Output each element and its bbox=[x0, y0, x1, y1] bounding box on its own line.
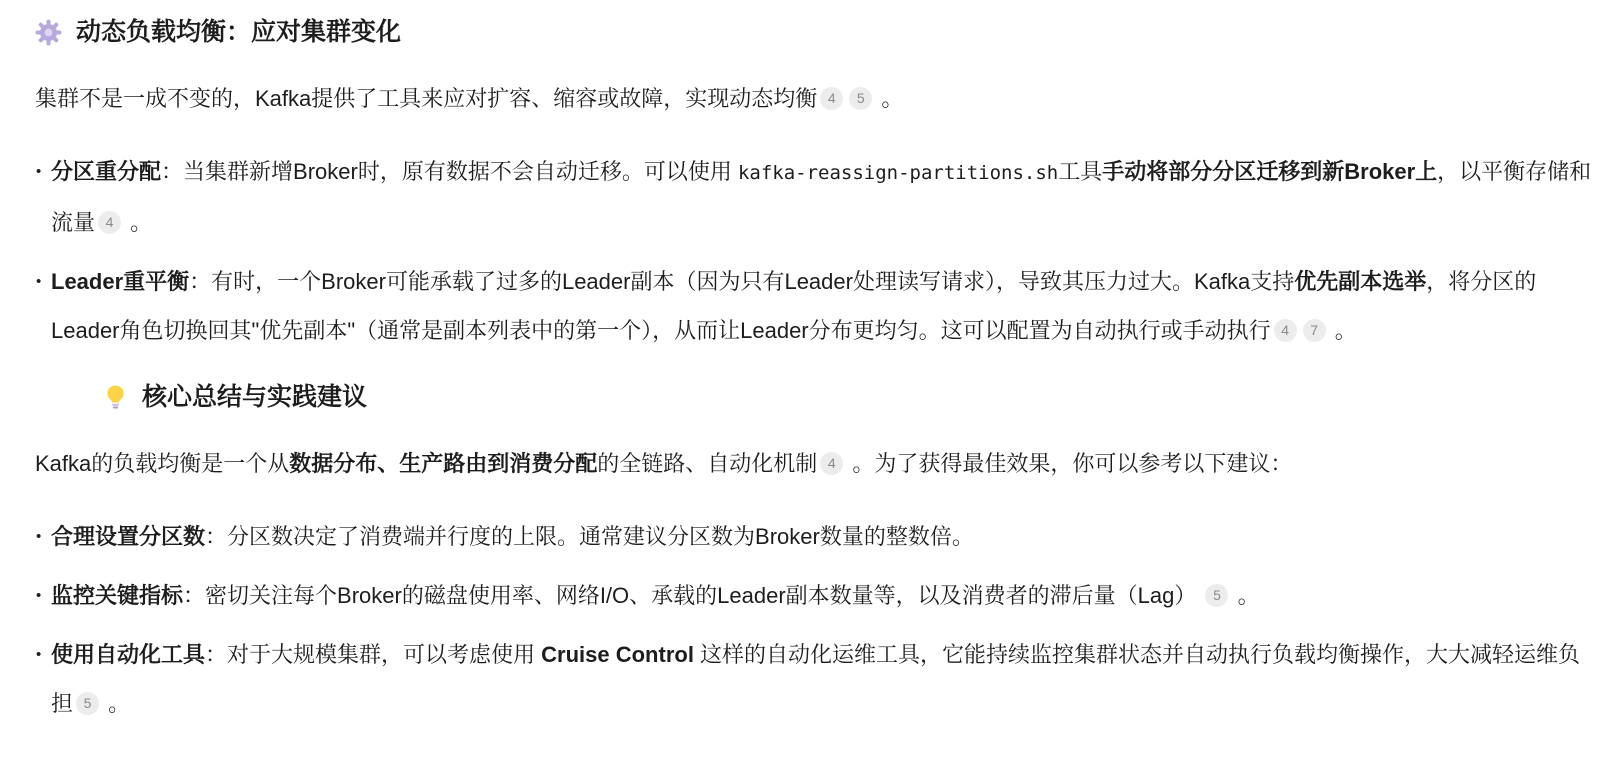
text-run: 工具 bbox=[1058, 159, 1103, 184]
citation-badge[interactable]: 5 bbox=[849, 87, 872, 110]
list-item bbox=[35, 571, 1593, 620]
gear-icon bbox=[35, 19, 62, 46]
inline-code: kafka-reassign-partitions.sh bbox=[737, 162, 1059, 184]
bullet-marker: • bbox=[36, 273, 42, 290]
bold-text-run: 合理设置分区数 bbox=[51, 524, 206, 549]
bold-text-run: 分区重分配 bbox=[51, 159, 162, 184]
bold-text-run: 优先副本选举 bbox=[1294, 269, 1427, 294]
list-item bbox=[35, 257, 1593, 355]
text-run: 。 bbox=[875, 86, 904, 111]
list-item bbox=[35, 147, 1593, 247]
text-run: 。 bbox=[102, 691, 131, 716]
list-item bbox=[35, 512, 1593, 561]
paragraph bbox=[35, 74, 1593, 123]
bullet-marker: • bbox=[36, 163, 42, 180]
bullet-marker: • bbox=[36, 646, 42, 663]
text-run: ：分区数决定了消费端并行度的上限。通常建议分区数为Broker数量的整数倍。 bbox=[205, 524, 974, 549]
text-run: ，将分区的Leader角色切换回其"优先副本"（通常是副本列表中的第一个），从而让Leader分布更均匀。这可以配置为自动执行或手动执行 bbox=[51, 269, 1537, 343]
bold-text-run: 使用自动化工具 bbox=[51, 642, 206, 667]
text-run: 集群不是一成不变的，Kafka提供了工具来应对扩容、缩容或故障，实现动态均衡 bbox=[35, 86, 818, 111]
bullet-marker: • bbox=[36, 587, 42, 604]
citation-badge[interactable]: 4 bbox=[98, 211, 121, 234]
list-item bbox=[35, 630, 1593, 728]
text-run: ：密切关注每个Broker的磁盘使用率、网络I/O、承载的Leader副本数量等，以及消费者的滞后量（Lag） bbox=[183, 583, 1203, 608]
section-heading-text: 核心总结与实践建议 bbox=[142, 383, 368, 411]
citation-badge[interactable]: 5 bbox=[1205, 584, 1228, 607]
citation-badge[interactable]: 7 bbox=[1303, 319, 1326, 342]
bold-text-run: Cruise Control bbox=[541, 642, 694, 667]
text-run: 。 bbox=[1328, 318, 1357, 343]
text-run: Kafka的负载均衡是一个从 bbox=[35, 451, 290, 476]
text-run: ：当集群新增Broker时，原有数据不会自动迁移。可以使用 bbox=[161, 159, 738, 184]
text-run: 。 bbox=[1231, 583, 1260, 608]
text-run: 的全链路、自动化机制 bbox=[597, 451, 818, 476]
paragraph bbox=[35, 439, 1593, 488]
bullet-list bbox=[35, 147, 1593, 355]
bullet-marker: • bbox=[36, 528, 42, 545]
bold-text-run: 手动将部分分区迁移到新Broker上 bbox=[1102, 159, 1438, 184]
text-run: ，以平衡存储和流量 bbox=[51, 159, 1592, 235]
section-heading bbox=[35, 379, 1593, 415]
bold-text-run: 监控关键指标 bbox=[51, 583, 184, 608]
citation-badge[interactable]: 4 bbox=[1274, 319, 1297, 342]
text-run: ：对于大规模集群，可以考虑使用 bbox=[205, 642, 542, 667]
citation-badge[interactable]: 4 bbox=[820, 452, 843, 475]
citation-badge[interactable]: 5 bbox=[76, 692, 99, 715]
section-heading-text: 动态负载均衡：应对集群变化 bbox=[76, 18, 402, 46]
citation-badge[interactable]: 4 bbox=[820, 87, 843, 110]
bold-text-run: 数据分布、生产路由到消费分配 bbox=[289, 451, 598, 476]
text-run: 。为了获得最佳效果，你可以参考以下建议： bbox=[846, 451, 1293, 476]
bulb-icon bbox=[103, 384, 128, 411]
text-run: 。 bbox=[124, 210, 153, 235]
bullet-list bbox=[35, 512, 1593, 728]
bold-text-run: Leader重平衡 bbox=[51, 269, 190, 294]
section-heading bbox=[35, 14, 1593, 50]
text-run: ：有时，一个Broker可能承载了过多的Leader副本（因为只有Leader处理读写请求），导致其压力过大。Kafka支持 bbox=[189, 269, 1295, 294]
text-run: 这样的自动化运维工具，它能持续监控集群状态并自动执行负载均衡操作，大大减轻运维负担 bbox=[51, 642, 1581, 716]
